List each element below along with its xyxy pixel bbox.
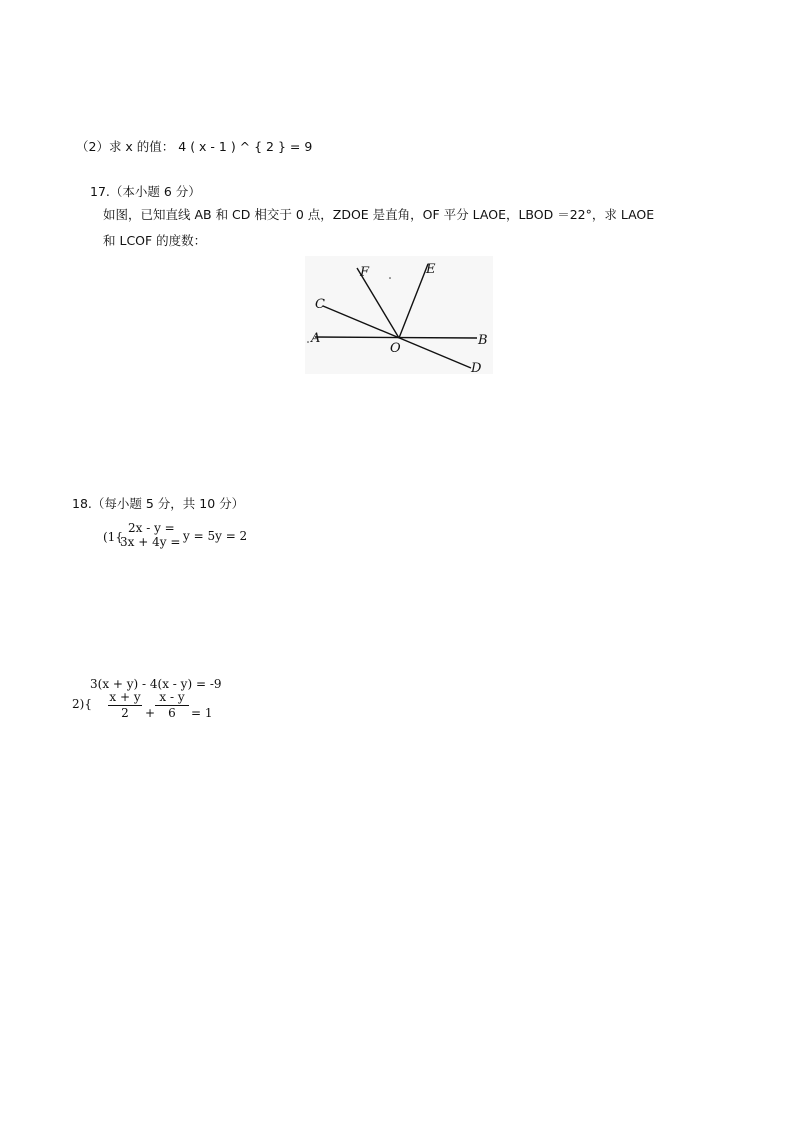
q17-header: 17.（本小题 6 分） — [90, 184, 201, 199]
label-f: F — [360, 265, 370, 280]
q17-text-line2: 和 LCOF 的度数： — [103, 233, 207, 248]
label-b: B — [478, 333, 488, 348]
sys2-frac1-numerator: x + y — [109, 690, 141, 704]
sys1-prefix: (1{ — [103, 530, 123, 544]
sys2-eq-top: 3(x + y) - 4(x - y) = -9 — [90, 677, 222, 691]
label-a: A — [311, 331, 321, 346]
sys2-frac1-denominator: 2 — [121, 706, 129, 720]
label-o: O — [390, 341, 401, 356]
sys1-tail: y = 5y = 2 — [183, 529, 248, 543]
sys2-frac2-numerator: x - y — [155, 690, 189, 706]
figure-dot — [307, 341, 309, 343]
q17-text-line1: 如图，已知直线 AB 和 CD 相交于 0 点，ZDOE 是直角，OF 平分 LAOE，LBOD ＝22°，求 LAOE — [103, 207, 655, 222]
sys2-plus: + — [145, 706, 156, 720]
figure-background — [305, 256, 493, 374]
q18-header: 18.（每小题 5 分，共 10 分） — [72, 496, 245, 511]
label-d: D — [471, 361, 482, 374]
figure-dot — [389, 277, 391, 279]
sys2-fraction-1 — [108, 690, 142, 721]
sys1-eq-bottom: 3x + 4y = — [120, 535, 181, 549]
sys2-rhs: = 1 — [191, 706, 213, 720]
label-c: C — [315, 297, 325, 312]
sys2-prefix: 2){ — [72, 697, 92, 711]
sys2-fraction-2 — [155, 690, 189, 721]
geometry-figure — [305, 256, 493, 374]
sys1-eq-top: 2x - y = — [128, 521, 175, 535]
sys2-frac2-denominator: 6 — [168, 706, 176, 720]
label-e: E — [426, 262, 436, 277]
part2-question: （2）求 x 的值： 4 ( x - 1 ) ^ { 2 } = 9 — [76, 139, 313, 154]
